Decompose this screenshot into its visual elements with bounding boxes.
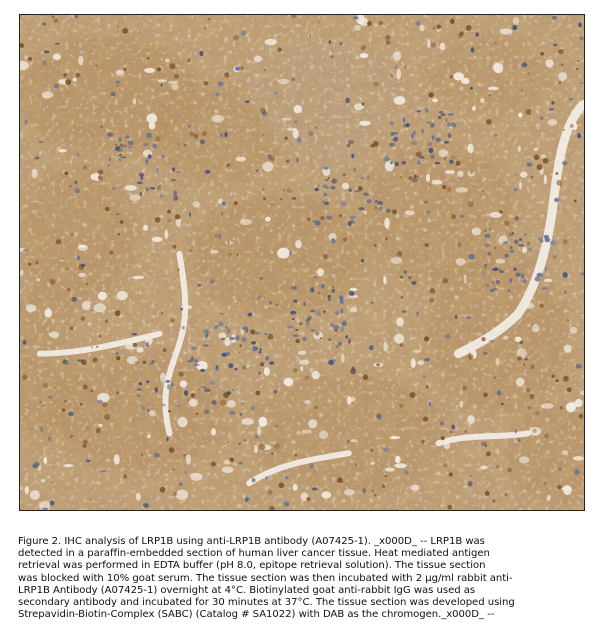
ihc-liver-tissue-micrograph-icon [20,15,584,510]
caption-line-3: retrieval was performed in EDTA buffer (pH 8.0, epitope retrieval solution). The tissue section [18,560,486,572]
caption-line-5: LRP1B Antibody (A07425-1) overnight at 4°C. Biotinylated goat anti-rabbit IgG was used as [18,584,476,596]
caption-line-1: Figure 2. IHC analysis of LRP1B using anti-LRP1B antibody (A07425-1). _x000D_ -- LRP1B was [18,536,485,547]
caption-line-6: secondary antibody and incubated for 30 minutes at 37°C. The tissue section was developed using [18,597,515,609]
caption-line-4: was blocked with 10% goat serum. The tissue section was then incubated with 2 μg/ml rabbit anti- [18,572,513,584]
figure-caption [18,536,584,621]
caption-line-7: Strepavidin-Biotin-Complex (SABC) (Catalog # SA1022) with DAB as the chromogen._x000D_ -- [18,609,495,621]
ihc-micrograph-figure [19,14,585,511]
caption-line-2: detected in a paraffin-embedded section of human liver cancer tissue. Heat mediated antigen [18,548,490,560]
